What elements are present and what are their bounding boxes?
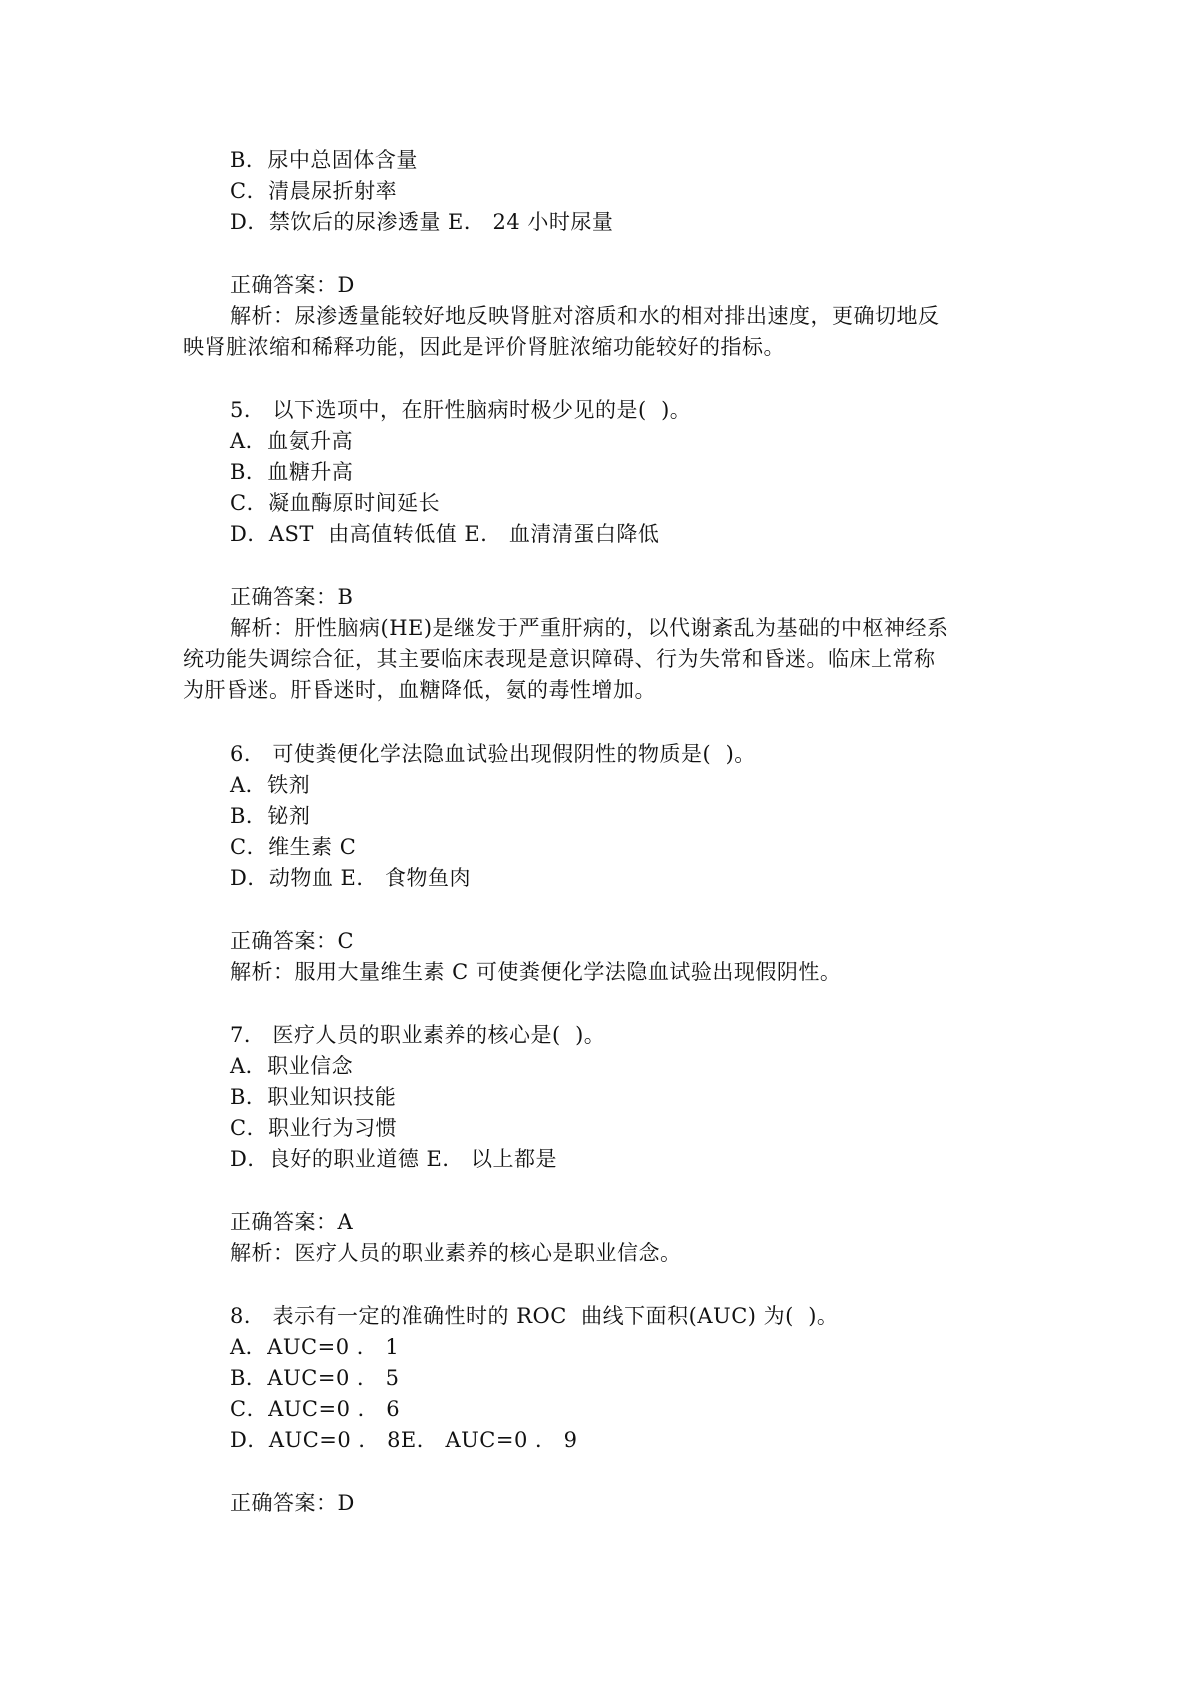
question-7: 7． 医疗人员的职业素养的核心是( )。 (230, 1023, 606, 1047)
option-d-e: D．AST 由高值转低值 E． 血清清蛋白降低 (230, 522, 660, 546)
answer: 正确答案：D (230, 1491, 355, 1515)
option-c: C．凝血酶原时间延长 (230, 491, 441, 515)
option-a: A．职业信念 (230, 1054, 354, 1078)
option-c: C．清晨尿折射率 (230, 179, 398, 203)
option-a: A．血氨升高 (230, 429, 354, 453)
explanation: 解析：服用大量维生素 C 可使粪便化学法隐血试验出现假阴性。 (230, 960, 842, 984)
explanation-continued: 统功能失调综合征，其主要临床表现是意识障碍、行为失常和昏迷。临床上常称 (183, 647, 936, 671)
option-c: C．维生素 C (230, 835, 357, 859)
explanation-continued: 映肾脏浓缩和稀释功能，因此是评价肾脏浓缩功能较好的指标。 (183, 335, 785, 359)
explanation: 解析：肝性脑病(HE)是继发于严重肝病的，以代谢紊乱为基础的中枢神经系 (230, 616, 949, 640)
question-8: 8． 表示有一定的准确性时的 ROC 曲线下面积(AUC) 为( )。 (230, 1304, 839, 1328)
option-d-e: D．禁饮后的尿渗透量 E． 24 小时尿量 (230, 210, 614, 234)
option-d-e: D．动物血 E． 食物鱼肉 (230, 866, 472, 890)
question-5: 5． 以下选项中，在肝性脑病时极少见的是( )。 (230, 398, 692, 422)
explanation: 解析：尿渗透量能较好地反映肾脏对溶质和水的相对排出速度，更确切地反 (230, 304, 940, 328)
answer: 正确答案：D (230, 273, 355, 297)
option-b: B．血糖升高 (230, 460, 354, 484)
explanation: 解析：医疗人员的职业素养的核心是职业信念。 (230, 1241, 682, 1265)
option-b: B．尿中总固体含量 (230, 148, 418, 172)
option-c: C．AUC=0 ． 6 (230, 1397, 401, 1421)
option-b: B．职业知识技能 (230, 1085, 397, 1109)
question-6: 6． 可使粪便化学法隐血试验出现假阴性的物质是( )。 (230, 742, 756, 766)
explanation-continued: 为肝昏迷。肝昏迷时，血糖降低，氨的毒性增加。 (183, 678, 656, 702)
option-b: B．铋剂 (230, 804, 311, 828)
answer: 正确答案：B (230, 585, 354, 609)
option-d-e: D．良好的职业道德 E． 以上都是 (230, 1147, 558, 1171)
option-a: A．AUC=0 ． 1 (230, 1335, 400, 1359)
option-a: A．铁剂 (230, 773, 311, 797)
option-c: C．职业行为习惯 (230, 1116, 398, 1140)
answer: 正确答案：C (230, 929, 355, 953)
option-b: B．AUC=0 ． 5 (230, 1366, 400, 1390)
option-d-e: D．AUC=0 ． 8E． AUC=0 ． 9 (230, 1428, 578, 1452)
answer: 正确答案：A (230, 1210, 354, 1234)
